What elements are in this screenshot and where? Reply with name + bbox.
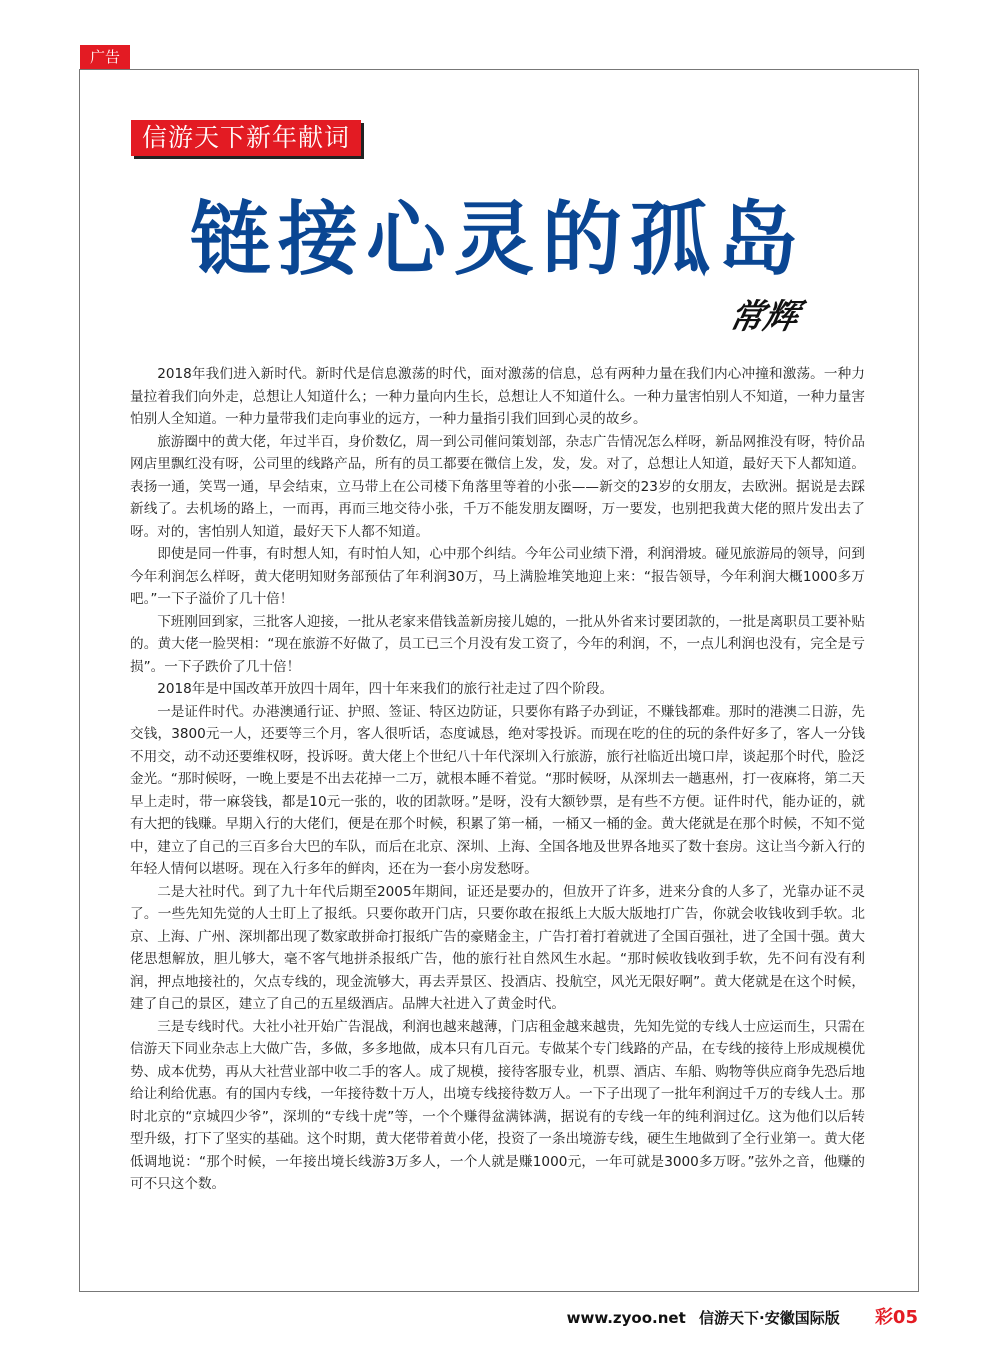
article-body: [130, 363, 865, 1196]
page-number: 彩05: [874, 1307, 918, 1328]
paragraph: 2018年是中国改革开放四十周年，四十年来我们的旅行社走过了四个阶段。: [157, 681, 614, 697]
page-footer: [567, 1304, 918, 1332]
footer-publication: 信游天下·安徽国际版: [699, 1309, 840, 1327]
paragraph: 二是大社时代。到了九十年代后期至2005年期间，证还是要办的，但放开了许多，进来分食的人多了，光靠办证不灵了。一些先知先觉的人士盯上了报纸。只要你敢开门店，只要你敢在报纸上大版大版地打广告，你就会收钱收到手软。北京、上海、广州、深圳都出现了数家敢拼命打报纸广告的豪赌金主，广告打着打着就进了全国百强社，进了全国十强。黄大佬思想解放，胆儿够大，毫不客气地拼杀报纸广告，他的旅行社自然风生水起。“那时候收钱收到手软，先不问有没有利润，押点地接社的，欠点专线的，现金流够大，再去弄景区、投酒店、投航空，风光无限好啊”。黄大佬就是在这个时候，建了自己的景区，建立了自己的五星级酒店。品牌大社进入了黄金时代。: [130, 883, 865, 1012]
author-signature: 常辉: [725, 297, 803, 337]
ad-label: 广告: [80, 45, 130, 69]
footer-url[interactable]: www.zyoo.net: [566, 1309, 686, 1327]
article-title: 链接心灵的孤岛: [190, 193, 806, 286]
paragraph: 一是证件时代。办港澳通行证、护照、签证、特区边防证，只要你有路子办到证，不赚钱都难。那时的港澳二日游，先交钱，3800元一人，还要等三个月，客人很听话，态度诚恳，绝对零投诉。而现在吃的住的玩的条件好多了，客人一分钱不用交，动不动还要维权呀，投诉呀。黄大佬上个世纪八十年代深圳入行旅游，旅行社临近出境口岸，谈起那个时代，脸泛金光。“那时候呀，一晚上要是不出去花掉一二万，就根本睡不着觉。“那时候呀，从深圳去一趟惠州，打一夜麻将，第二天早上走时，带一麻袋钱，都是10元一张的，收的团款呀。”是呀，没有大额钞票，是有些不方便。证件时代，能办证的，就有大把的钱赚。早期入行的大佬们，便是在那个时候，积累了第一桶，一桶又一桶的金。黄大佬就是在那个时候，不知不觉中，建立了自己的三百多台大巴的车队，而后在北京、深圳、上海、全国各地及世界各地买了数十套房。这让当今新入行的年轻人情何以堪呀。现在入行多年的鲜肉，还在为一套小房发愁呀。: [130, 703, 865, 877]
paragraph: 旅游圈中的黄大佬，年过半百，身价数亿，周一到公司催问策划部，杂志广告情况怎么样呀，新品网推没有呀，特价品网店里飘红没有呀，公司里的线路产品，所有的员工都要在微信上发，发，发。对了，总想让人知道，最好天下人都知道。表扬一通，笑骂一通，早会结束，立马带上在公司楼下角落里等着的小张——新交的23岁的女朋友，去欧洲。据说是去踩新线了。去机场的路上，一而再，再而三地交待小张，千万不能发朋友圈呀，万一要发，也别把我黄大佬的照片发出去了呀。对的，害怕别人知道，最好天下人都不知道。: [130, 433, 865, 540]
paragraph: 即使是同一件事，有时想人知，有时怕人知，心中那个纠结。今年公司业绩下滑，利润滑坡。碰见旅游局的领导，问到今年利润怎么样呀，黄大佬明知财务部预估了年利润30万，马上满脸堆笑地迎上来：“报告领导，今年利润大概1000多万吧。”一下子溢价了几十倍！: [130, 546, 865, 607]
paragraph: 2018年我们进入新时代。新时代是信息激荡的时代，面对激荡的信息，总有两种力量在我们内心冲撞和激荡。一种力量拉着我们向外走，总想让人知道什么；一种力量向内生长，总想让人不知道什么。一种力量害怕别人不知道，一种力量害怕别人全知道。一种力量带我们走向事业的远方，一种力量指引我们回到心灵的故乡。: [130, 366, 865, 427]
paragraph: 三是专线时代。大社小社开始广告混战，利润也越来越薄，门店租金越来越贵，先知先觉的专线人士应运而生，只需在信游天下同业杂志上大做广告，多做，多多地做，成本只有几百元。专做某个专门线路的产品，在专线的接待上形成规模优势、成本优势，再从大社营业部中收二手的客人。成了规模，接待客服专业，机票、酒店、车船、购物等供应商争先恐后地给让利给优惠。有的国内专线，一年接待数十万人，出境专线接待数万人。一下子出现了一批年利润过千万的专线人士。那时北京的“京城四少爷”，深圳的“专线十虎”等，一个个赚得盆满钵满，据说有的专线一年的纯利润过亿。这为他们以后转型升级，打下了坚实的基础。这个时期，黄大佬带着黄小佬，投资了一条出境游专线，硬生生地做到了全行业第一。黄大佬低调地说：“那个时候，一年接出境长线游3万多人，一个人就是赚1000元，一年可就是3000多万呀。”弦外之音，他赚的可不只这个数。: [130, 1018, 865, 1192]
paragraph: 下班刚回到家，三批客人迎接，一批从老家来借钱盖新房接儿媳的，一批从外省来讨要团款的，一批是离职员工要补贴的。黄大佬一脸哭相：“现在旅游不好做了，员工已三个月没有发工资了，今年的利润，不，一点儿利润也没有，完全是亏损”。一下子跌价了几十倍！: [130, 613, 865, 675]
article-tagline: 信游天下新年献词: [131, 120, 361, 156]
